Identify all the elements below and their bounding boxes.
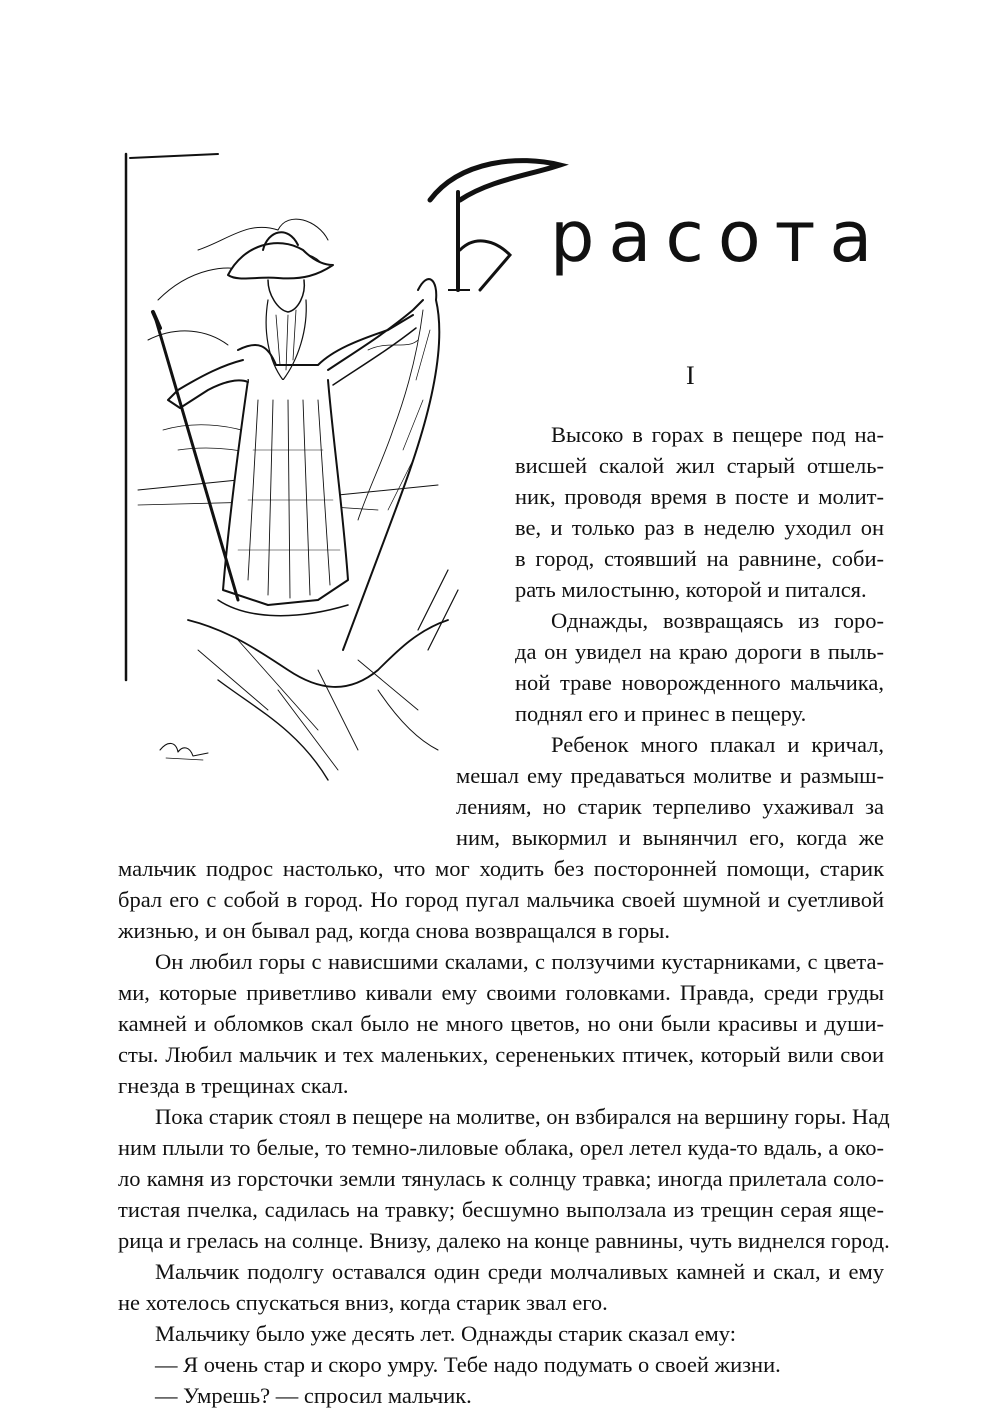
text-line: поднял его и принес в пещеру. xyxy=(515,701,807,726)
text-line: ним, выкормил и вынянчил его, когда же xyxy=(456,825,884,850)
text-line: сты. Любил мальчик и тех маленьких, серененьких птичек, который вили свои xyxy=(118,1042,884,1067)
text-line: ним плыли то белые, то темно-лиловые облака, орел летел куда-то вдаль, а око- xyxy=(118,1135,884,1160)
text-line: ник, проводя время в посте и молит- xyxy=(515,484,884,509)
text-line: рать милостыню, которой и питался. xyxy=(515,577,867,602)
text-line: ми, которые приветливо кивали ему своими головками. Правда, среди груды xyxy=(118,980,884,1005)
text-line: жизнью, и он бывал рад, когда снова возвращался в горы. xyxy=(118,918,671,943)
text-line: в город, стоявший на равнине, соби- xyxy=(515,546,884,571)
text-line: ло камня из горсточки земли тянулась к солнцу травка; иногда прилетала соло- xyxy=(118,1166,884,1191)
title-text: расота xyxy=(550,196,887,278)
text-line: брал его с собой в город. Но город пугал мальчика своей шумной и суетливой xyxy=(118,887,884,912)
text-line: лениям, но старик терпеливо ухаживал за xyxy=(456,794,884,819)
text-line: Он любил горы с нависшими скалами, с ползучими кустарниками, с цвета- xyxy=(155,949,884,974)
text-line: Однажды, возвращаясь из горо- xyxy=(551,608,884,633)
text-line: гнезда в трещинах скал. xyxy=(118,1073,349,1098)
text-line: Пока старик стоял в пещере на молитве, он взбирался на вершину горы. Над xyxy=(155,1104,890,1129)
text-line: Мальчику было уже десять лет. Однажды старик сказал ему: xyxy=(155,1321,736,1346)
text-line: висшей скалой жил старый отшель- xyxy=(515,453,884,478)
text-line: рица и грелась на солнце. Внизу, далеко на конце равнины, чуть виднелся город. xyxy=(118,1228,890,1253)
text-line: мешал ему предаваться молитве и размыш- xyxy=(456,763,884,788)
text-line: мальчик подрос настолько, что мог ходить без посторонней помощи, старик xyxy=(118,856,884,881)
text-line: не хотелось спускаться вниз, когда старик звал его. xyxy=(118,1290,608,1315)
text-line: Мальчик подолгу оставался один среди молчаливых камней и скал, и ему xyxy=(155,1259,884,1284)
text-line: да он увидел на краю дороги в пыль- xyxy=(515,639,884,664)
text-line: — Умрешь? — спросил мальчик. xyxy=(155,1383,472,1408)
text-line: тистая пчелка, садилась на травку; бесшумно выползала из трещин серая ящe- xyxy=(118,1197,884,1222)
text-line: ве, и только раз в неделю уходил он xyxy=(515,515,884,540)
chapter-title xyxy=(400,140,887,320)
text-line: камней и обломков скал было не много цветов, но они были красивы и души- xyxy=(118,1011,884,1036)
text-line: ной траве новорожденного мальчика, xyxy=(515,670,884,695)
chapter-number: I xyxy=(686,361,695,390)
text-line: Высоко в горах в пещере под на- xyxy=(551,422,884,447)
text-line: — Я очень стар и скоро умру. Тебе надо подумать о своей жизни. xyxy=(155,1352,781,1377)
text-line: Ребенок много плакал и кричал, xyxy=(551,732,884,757)
